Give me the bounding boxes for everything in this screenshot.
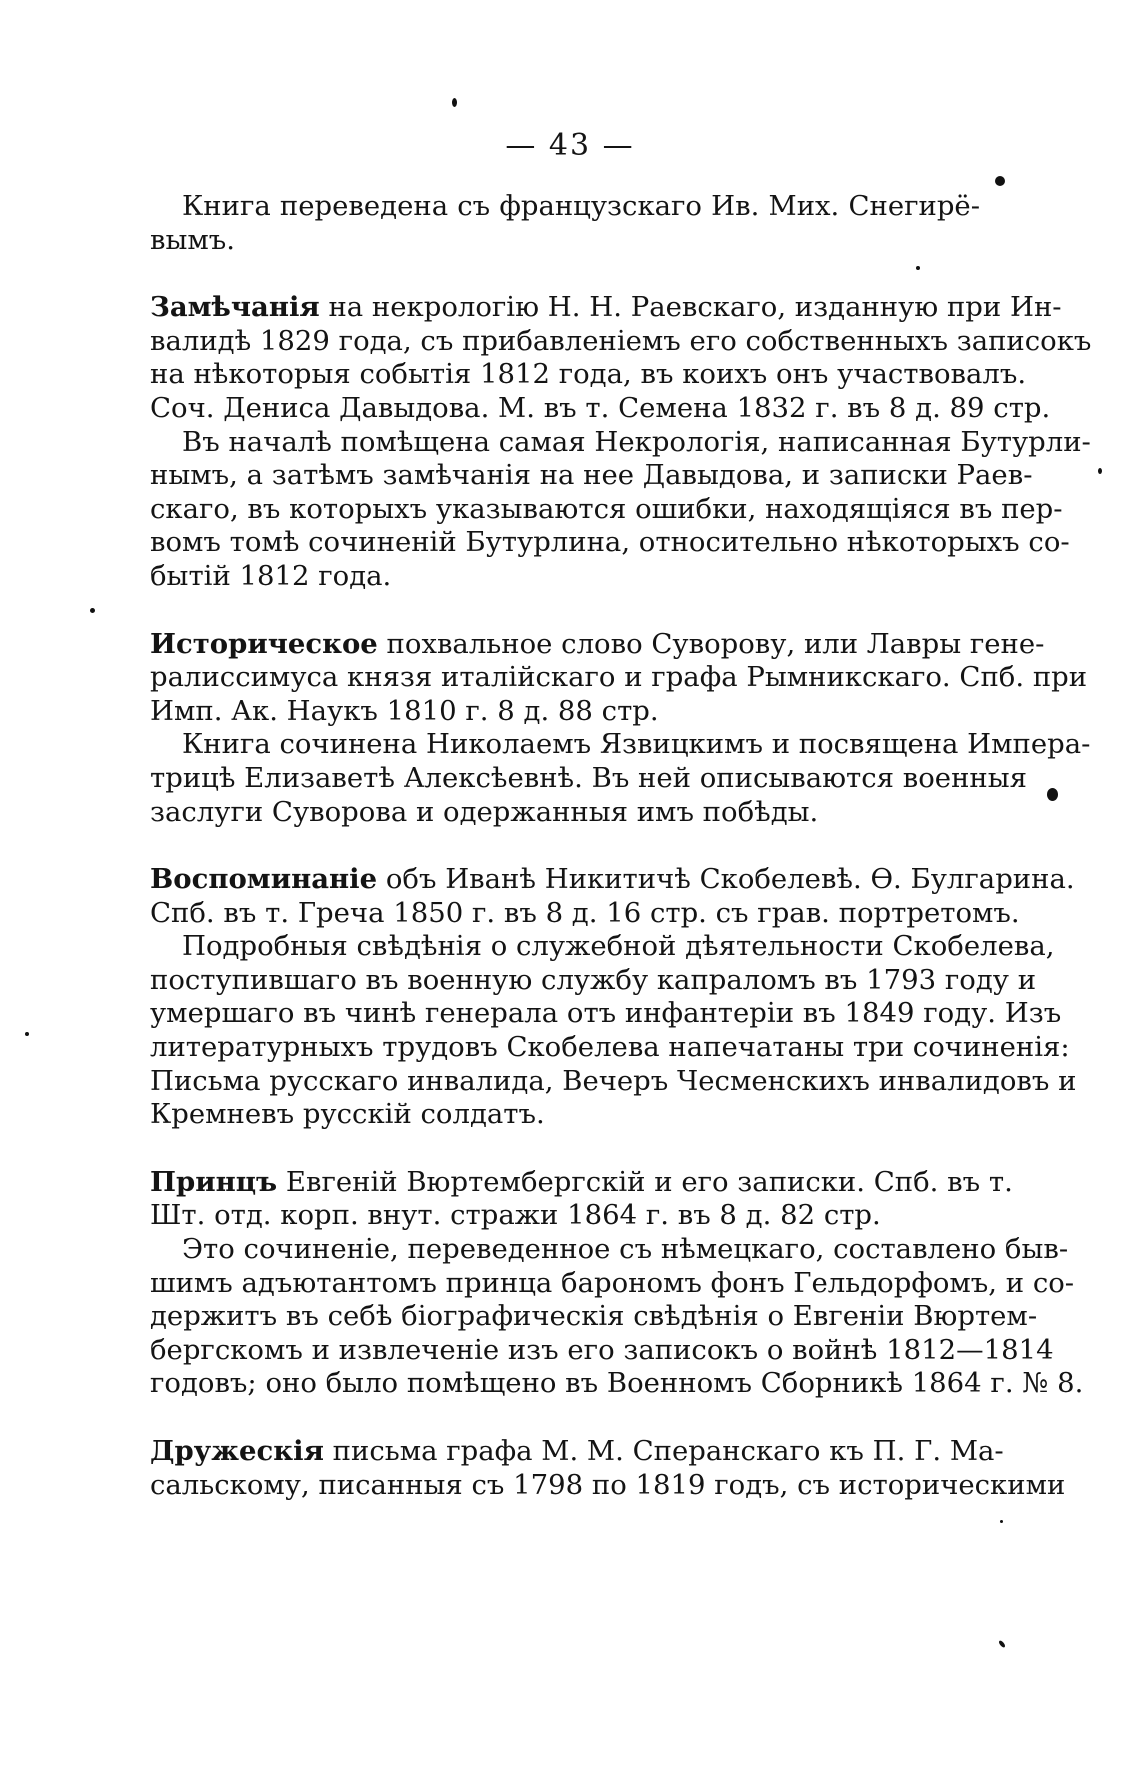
bibliography-entry	[150, 190, 980, 257]
text-line: валидѣ 1829 года, съ прибавленіемъ его собственныхъ записокъ	[150, 324, 1092, 357]
text-line: держитъ въ себѣ біографическія свѣдѣнія о Евгеніи Вюртем-	[150, 1300, 1038, 1333]
entry-title-text: объ Иванѣ Никитичѣ Скобелевѣ. Ѳ. Булгарина.	[377, 863, 1075, 896]
scan-speck	[452, 98, 457, 107]
text-line: Шт. отд. корп. внут. стражи 1864 г. въ 8 д. 82 стр.	[150, 1199, 881, 1232]
text-line: поступившаго въ военную службу капраломъ въ 1793 году и	[150, 963, 1037, 996]
bibliography-entry	[150, 1435, 1066, 1502]
text-line: годовъ; оно было помѣщено въ Военномъ Сборникѣ 1864 г. № 8.	[150, 1367, 1084, 1400]
scan-speck	[1098, 468, 1102, 474]
text-line: Соч. Дениса Давыдова. М. въ т. Семена 1832 г. въ 8 д. 89 стр.	[150, 391, 1051, 424]
text-line	[150, 1165, 1013, 1200]
text-line: ралиссимуса князя италійскаго и графа Рымникскаго. Спб. при	[150, 661, 1088, 694]
scan-speck	[1047, 788, 1058, 801]
text-line: вомъ томѣ сочиненій Бутурлина, относительно нѣкоторыхъ со-	[150, 526, 1070, 559]
text-line: трицѣ Елизаветѣ Алексѣевнѣ. Въ ней описываются военныя	[150, 761, 1027, 794]
text-line: Имп. Ак. Наукъ 1810 г. 8 д. 88 стр.	[150, 694, 659, 727]
entry-lead-word: Принцъ	[150, 1165, 278, 1198]
scan-speck	[90, 608, 95, 613]
entry-lead-word: Воспоминаніе	[150, 863, 378, 896]
text-line: Въ началѣ помѣщена самая Некрологія, написанная Бутурли-	[182, 425, 1091, 458]
text-line	[150, 1435, 1004, 1469]
text-line: Книга переведена съ французскаго Ив. Мих. Снегирё-	[182, 190, 980, 222]
text-line	[150, 863, 1075, 897]
bibliography-entry	[150, 291, 1092, 593]
bibliography-entry	[150, 863, 1077, 1132]
entry-title-text: письма графа М. М. Сперанскаго къ П. Г. Ма-	[323, 1435, 1004, 1467]
text-line: Книга сочинена Николаемъ Язвицкимъ и посвящена Импера-	[182, 728, 1091, 761]
text-line: на нѣкоторыя событія 1812 года, въ коихъ онъ участвовалъ.	[150, 358, 1027, 391]
scan-speck	[998, 1640, 1006, 1649]
text-line: нымъ, а затѣмъ замѣчанія на нее Давыдова, и записки Раев-	[150, 459, 1033, 492]
text-line: бергскомъ и извлеченіе изъ его записокъ о войнѣ 1812—1814	[150, 1333, 1054, 1366]
text-line: умершаго въ чинѣ генерала отъ инфантеріи въ 1849 году. Изъ	[150, 997, 1062, 1030]
bibliography-entry	[150, 627, 1091, 830]
scan-speck	[25, 1032, 29, 1036]
text-line: Кремневъ русскій солдатъ.	[150, 1098, 545, 1131]
scan-speck	[916, 266, 920, 270]
text-line: Подробныя свѣдѣнія о служебной дѣятельности Скобелева,	[182, 930, 1055, 963]
bibliography-text	[150, 190, 1092, 1536]
scan-speck	[1000, 1520, 1003, 1523]
text-line: Спб. въ т. Греча 1850 г. въ 8 д. 16 стр. съ грав. портретомъ.	[150, 896, 1020, 929]
text-line: литературныхъ трудовъ Скобелева напечатаны три сочиненія:	[150, 1031, 1070, 1064]
page-number: — 43 —	[505, 128, 635, 163]
text-line	[150, 291, 1062, 325]
text-line	[150, 627, 1045, 662]
entry-lead-word: Историческое	[150, 627, 378, 660]
text-line: сальскому, писанныя съ 1798 по 1819 годъ, съ историческими	[150, 1468, 1066, 1501]
text-line: скаго, въ которыхъ указываются ошибки, находящіяся въ пер-	[150, 492, 1063, 525]
entry-lead-word: Замѣчанія	[150, 291, 320, 324]
text-line: вымъ.	[150, 223, 235, 256]
entry-title-text: похвальное слово Суворову, или Лавры гене-	[377, 627, 1045, 660]
bibliography-entry	[150, 1165, 1084, 1401]
text-line: Письма русскаго инвалида, Вечеръ Чесменскихъ инвалидовъ и	[150, 1064, 1077, 1097]
entry-title-text: Евгеній Вюртембергскій и его записки. Спб. въ т.	[277, 1165, 1013, 1198]
entry-title-text: на некрологію Н. Н. Раевскаго, изданную при Ин-	[319, 291, 1062, 324]
scan-speck	[995, 176, 1005, 186]
text-line: заслуги Суворова и одержанныя имъ побѣды.	[150, 795, 819, 828]
text-line: бытій 1812 года.	[150, 559, 392, 592]
text-line: шимъ адъютантомъ принца барономъ фонъ Гельдорфомъ, и со-	[150, 1266, 1075, 1299]
text-line: Это сочиненіе, переведенное съ нѣмецкаго, составлено быв-	[182, 1233, 1069, 1266]
entry-lead-word: Дружескія	[150, 1435, 324, 1467]
